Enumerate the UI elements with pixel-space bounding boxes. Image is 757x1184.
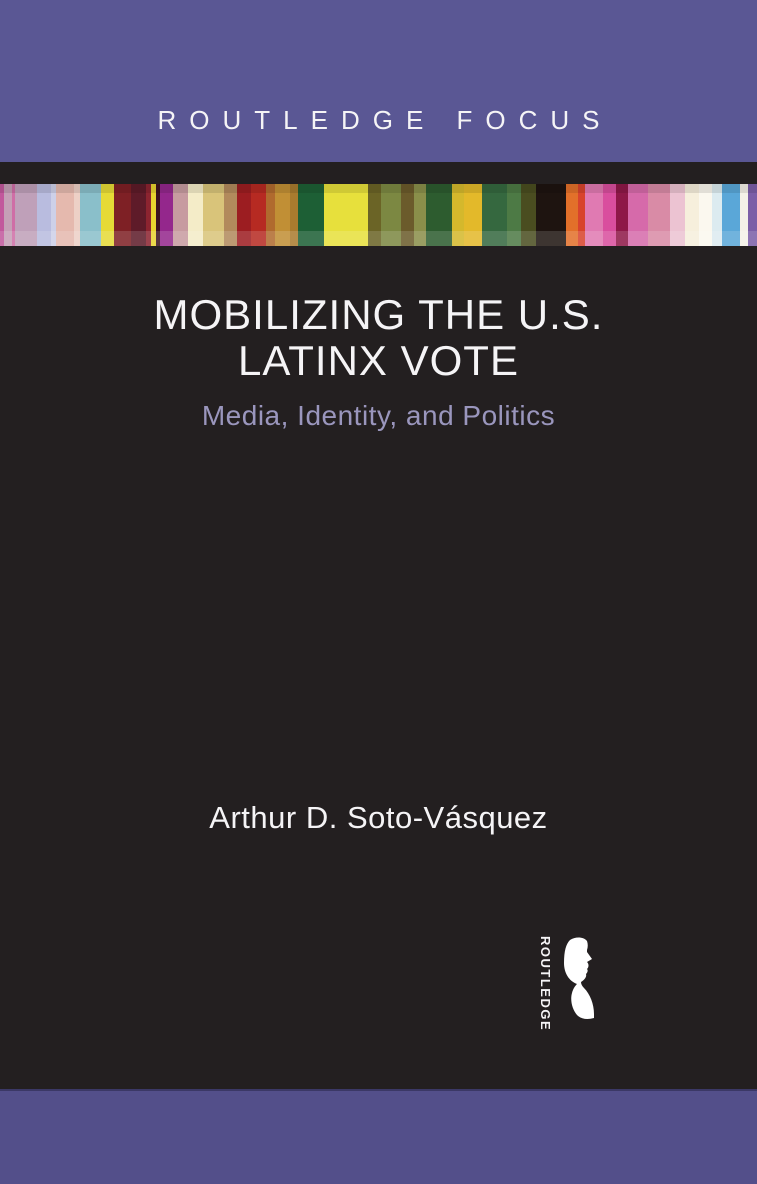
color-stripe — [101, 184, 114, 246]
color-stripe — [188, 184, 203, 246]
color-stripe — [275, 184, 290, 246]
color-stripe — [414, 184, 426, 246]
title-line-1: MOBILIZING THE U.S. — [153, 291, 604, 338]
color-stripe — [290, 184, 298, 246]
color-stripe — [114, 184, 131, 246]
color-stripe — [173, 184, 188, 246]
color-stripe — [578, 184, 585, 246]
color-stripe — [648, 184, 670, 246]
color-stripe — [452, 184, 464, 246]
color-stripe — [748, 184, 757, 246]
color-stripe — [722, 184, 740, 246]
color-stripe — [426, 184, 452, 246]
publisher-logo — [538, 936, 600, 1032]
color-stripe — [237, 184, 251, 246]
color-stripe — [266, 184, 275, 246]
author-name: Arthur D. Soto-Vásquez — [209, 800, 548, 835]
color-stripe — [670, 184, 685, 246]
color-stripe — [4, 184, 12, 246]
color-stripe — [401, 184, 414, 246]
color-stripe — [324, 184, 368, 246]
imprint-band — [0, 0, 757, 162]
color-stripe — [536, 184, 566, 246]
imprint-label: ROUTLEDGE FOCUS — [157, 105, 613, 135]
color-stripe — [507, 184, 521, 246]
color-stripe — [628, 184, 648, 246]
color-stripe — [616, 184, 628, 246]
color-stripe — [585, 184, 603, 246]
color-stripe — [381, 184, 401, 246]
title-line-2: LATINX VOTE — [238, 337, 519, 384]
routledge-r-face-icon — [554, 936, 600, 1020]
book-title — [0, 292, 757, 384]
color-stripe — [521, 184, 536, 246]
book-subtitle: Media, Identity, and Politics — [201, 400, 556, 431]
color-stripe — [224, 184, 237, 246]
color-stripe — [685, 184, 699, 246]
stripe-band — [0, 184, 757, 246]
title-block — [0, 292, 757, 432]
bottom-band — [0, 1089, 757, 1184]
color-stripe — [368, 184, 381, 246]
color-stripe — [603, 184, 616, 246]
color-stripe — [131, 184, 146, 246]
color-stripe — [566, 184, 578, 246]
color-stripe — [740, 184, 748, 246]
color-stripe — [464, 184, 482, 246]
color-stripe — [37, 184, 51, 246]
color-stripe — [56, 184, 74, 246]
color-stripe — [80, 184, 101, 246]
color-stripe — [482, 184, 507, 246]
color-stripe — [712, 184, 722, 246]
publisher-logo-wordmark: ROUTLEDGE — [538, 936, 553, 1032]
color-stripe — [203, 184, 224, 246]
color-stripe — [298, 184, 324, 246]
color-stripe — [15, 184, 37, 246]
color-stripe — [699, 184, 712, 246]
color-stripe — [251, 184, 266, 246]
color-stripe — [160, 184, 173, 246]
